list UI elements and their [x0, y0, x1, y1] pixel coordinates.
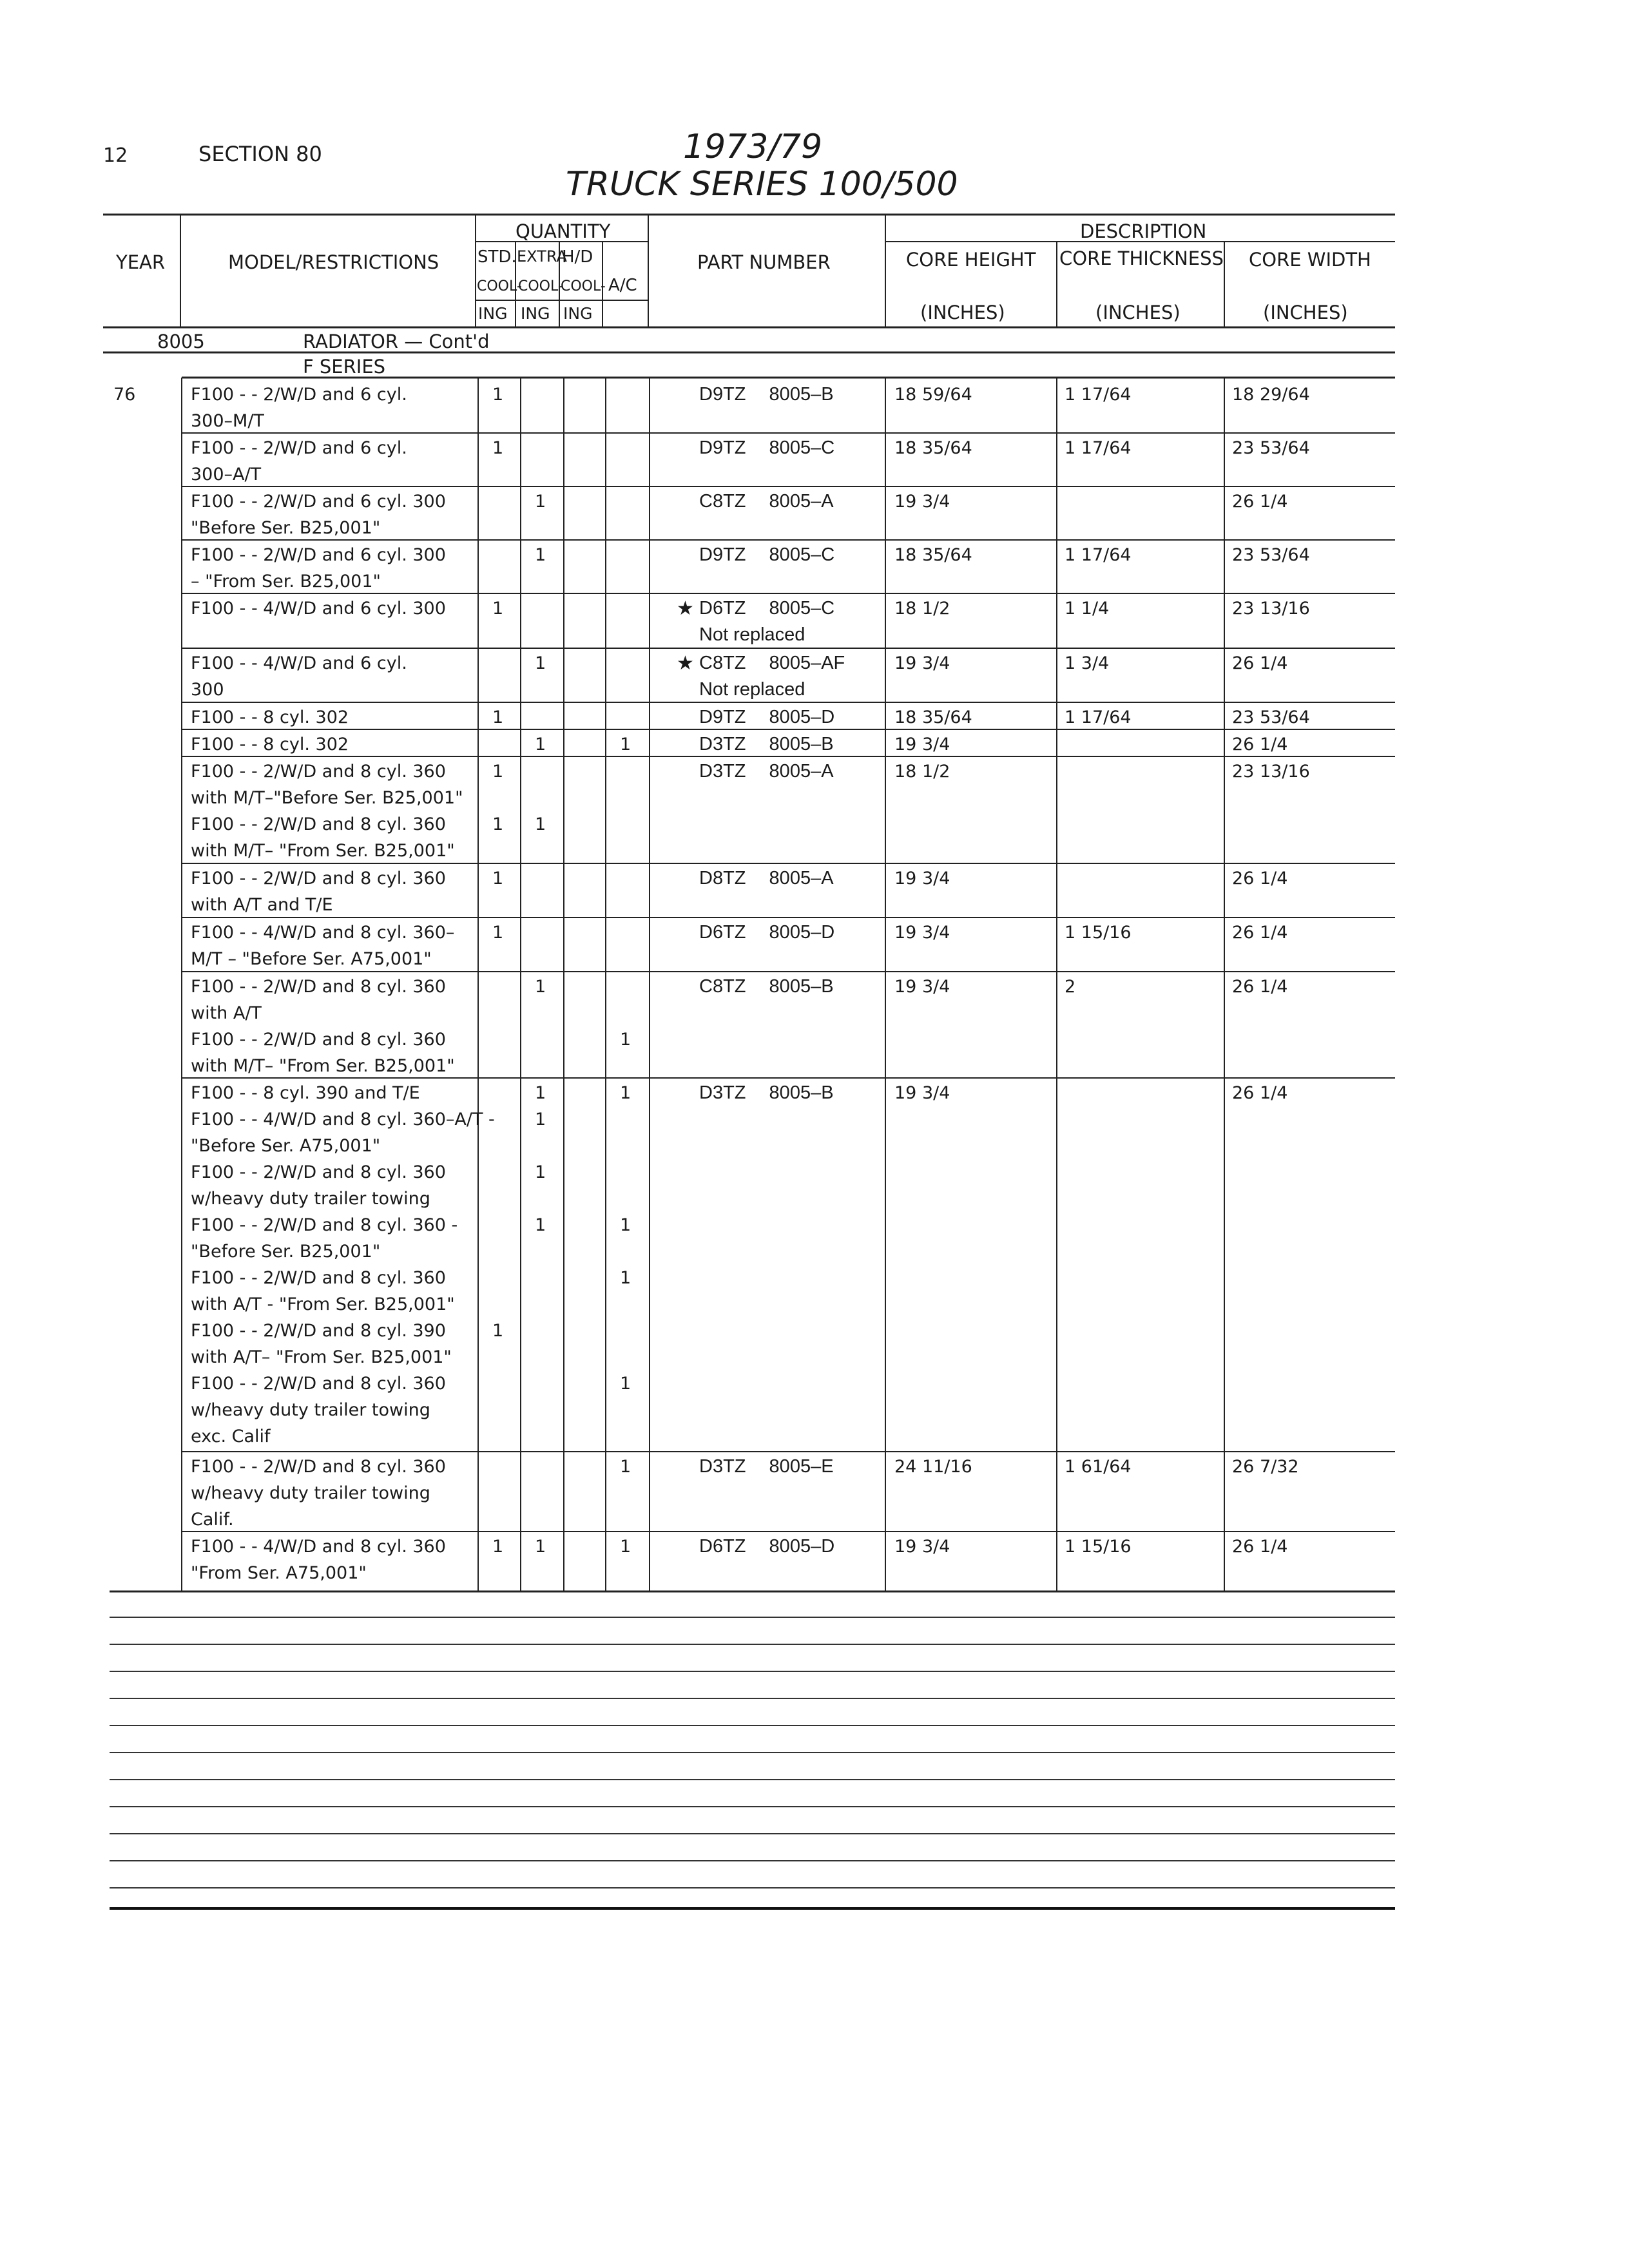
header-inches-thickness: (INCHES) — [1095, 302, 1181, 323]
model-line: w/heavy duty trailer towing — [191, 1483, 430, 1503]
header-cool-2: COOL- — [518, 278, 563, 294]
model-line: F100 - - 8 cyl. 302 — [191, 735, 349, 754]
model-line: F100 - - 4/W/D and 8 cyl. 360– — [191, 923, 455, 943]
core-height-cell: 24 11/16 — [894, 1457, 972, 1477]
part-number: D3TZ 8005–B — [699, 734, 834, 754]
core-width-cell: 26 1/4 — [1232, 653, 1288, 673]
qty-extra-cell: 1 — [535, 653, 546, 673]
core-width-cell: 26 1/4 — [1232, 1537, 1288, 1557]
core-thickness-cell: 1 1/4 — [1065, 599, 1110, 619]
part-number: D9TZ 8005–C — [699, 437, 835, 458]
qty-extra-cell: 1 — [535, 492, 546, 512]
core-width-cell: 26 1/4 — [1232, 869, 1288, 889]
core-width-cell: 26 1/4 — [1232, 1083, 1288, 1103]
qty-extra-cell: 1 — [535, 814, 546, 834]
header-core-thickness: CORE THICKNESS — [1059, 247, 1224, 269]
core-thickness-cell: 1 17/64 — [1065, 438, 1132, 458]
header-year: YEAR — [116, 251, 166, 273]
header-qty-ac: A/C — [608, 276, 637, 295]
model-line: F100 - - 2/W/D and 8 cyl. 360 - — [191, 1215, 458, 1235]
qty-std-cell: 1 — [492, 438, 504, 458]
core-thickness-cell: 1 15/16 — [1065, 1537, 1132, 1557]
core-width-cell: 26 1/4 — [1232, 977, 1288, 997]
header-qty-extra: EXTRA — [517, 247, 567, 265]
core-width-cell: 23 53/64 — [1232, 438, 1310, 458]
page-number: 12 — [103, 144, 128, 167]
header-cool-1: COOL- — [477, 278, 522, 294]
core-thickness-cell: 1 17/64 — [1065, 385, 1132, 405]
qty-extra-cell: 1 — [535, 1215, 546, 1235]
model-line: F100 - - 8 cyl. 390 and T/E — [191, 1083, 420, 1103]
model-line: M/T – "Before Ser. A75,001" — [191, 949, 432, 969]
model-line: F100 - - 2/W/D and 8 cyl. 360 — [191, 762, 446, 782]
model-line: F100 - - 2/W/D and 8 cyl. 360 — [191, 1268, 446, 1288]
core-thickness-cell: 1 15/16 — [1065, 923, 1132, 943]
header-inches-height: (INCHES) — [920, 302, 1005, 323]
part-number: D6TZ 8005–D — [699, 1536, 835, 1557]
core-height-cell: 19 3/4 — [894, 869, 950, 889]
core-height-cell: 19 3/4 — [894, 1537, 950, 1557]
qty-std-cell: 1 — [492, 385, 504, 405]
qty-extra-cell: 1 — [535, 1162, 546, 1182]
model-line: exc. Calif — [191, 1427, 271, 1446]
part-number: D3TZ 8005–A — [699, 761, 834, 782]
model-line: F100 - - 2/W/D and 8 cyl. 360 — [191, 1457, 446, 1477]
part-number: D9TZ 8005–D — [699, 707, 835, 727]
model-line: F100 - - 2/W/D and 6 cyl. 300 — [191, 545, 446, 565]
header-model: MODEL/RESTRICTIONS — [228, 251, 439, 273]
model-line: with M/T– "From Ser. B25,001" — [191, 1056, 455, 1076]
core-height-cell: 18 1/2 — [894, 762, 950, 782]
part-note: Not replaced — [699, 679, 805, 700]
model-line: 300–A/T — [191, 465, 262, 485]
qty-extra-cell: 1 — [535, 1110, 546, 1129]
model-line: F100 - - 2/W/D and 6 cyl. 300 — [191, 492, 446, 512]
model-line: F100 - - 2/W/D and 8 cyl. 360 — [191, 977, 446, 997]
header-qty-std: STD. — [477, 247, 517, 267]
part-note: Not replaced — [699, 624, 805, 645]
core-width-cell: 23 13/16 — [1232, 762, 1310, 782]
part-number: D6TZ 8005–C — [699, 598, 835, 619]
model-line: 300 — [191, 680, 224, 700]
model-line: with A/T — [191, 1003, 262, 1023]
qty-std-cell: 1 — [492, 762, 504, 782]
part-number: D3TZ 8005–E — [699, 1456, 834, 1477]
core-thickness-cell: 1 61/64 — [1065, 1457, 1132, 1477]
core-height-cell: 18 1/2 — [894, 599, 950, 619]
page-title-years: 1973/79 — [683, 128, 823, 166]
qty-ac-cell: 1 — [620, 1457, 631, 1477]
qty-extra-cell: 1 — [535, 977, 546, 997]
core-height-cell: 19 3/4 — [894, 735, 950, 754]
model-line: F100 - - 2/W/D and 8 cyl. 360 — [191, 869, 446, 889]
header-description: DESCRIPTION — [1080, 220, 1207, 242]
not-replaced-star-icon: ★ — [677, 598, 694, 619]
part-number: C8TZ 8005–AF — [699, 653, 845, 673]
model-line: F100 - - 2/W/D and 8 cyl. 360 — [191, 814, 446, 834]
core-height-cell: 19 3/4 — [894, 977, 950, 997]
model-line: "From Ser. A75,001" — [191, 1563, 367, 1583]
header-qty-hd: H/D — [562, 247, 593, 267]
header-inches-width: (INCHES) — [1263, 302, 1348, 323]
header-cool-3: COOL- — [561, 278, 606, 294]
core-width-cell: 18 29/64 — [1232, 385, 1310, 405]
core-height-cell: 19 3/4 — [894, 653, 950, 673]
page-title-series: TRUCK SERIES 100/500 — [566, 165, 958, 204]
qty-ac-cell: 1 — [620, 1083, 631, 1103]
qty-ac-cell: 1 — [620, 1268, 631, 1288]
model-line: with A/T and T/E — [191, 895, 333, 915]
qty-extra-cell: 1 — [535, 735, 546, 754]
qty-std-cell: 1 — [492, 869, 504, 889]
model-line: with M/T– "From Ser. B25,001" — [191, 841, 455, 861]
model-line: F100 - - 2/W/D and 8 cyl. 390 — [191, 1321, 446, 1341]
core-height-cell: 18 35/64 — [894, 545, 972, 565]
core-width-cell: 23 53/64 — [1232, 707, 1310, 727]
model-line: with A/T– "From Ser. B25,001" — [191, 1347, 452, 1367]
core-width-cell: 23 13/16 — [1232, 599, 1310, 619]
series-label: F SERIES — [303, 356, 386, 378]
header-ing-1: ING — [478, 304, 508, 323]
section-name: RADIATOR — Cont'd — [303, 331, 490, 352]
model-line: 300–M/T — [191, 411, 264, 431]
qty-ac-cell: 1 — [620, 1374, 631, 1394]
core-thickness-cell: 1 3/4 — [1065, 653, 1110, 673]
model-line: F100 - - 4/W/D and 8 cyl. 360 — [191, 1537, 446, 1557]
core-height-cell: 18 35/64 — [894, 438, 972, 458]
qty-std-cell: 1 — [492, 814, 504, 834]
core-thickness-cell: 1 17/64 — [1065, 707, 1132, 727]
model-line: F100 - - 4/W/D and 8 cyl. 360–A/T - — [191, 1110, 495, 1129]
core-width-cell: 26 7/32 — [1232, 1457, 1299, 1477]
model-line: – "From Ser. B25,001" — [191, 572, 381, 591]
part-number: C8TZ 8005–B — [699, 976, 834, 997]
qty-extra-cell: 1 — [535, 1083, 546, 1103]
model-line: F100 - - 2/W/D and 8 cyl. 360 — [191, 1162, 446, 1182]
qty-extra-cell: 1 — [535, 545, 546, 565]
core-width-cell: 23 53/64 — [1232, 545, 1310, 565]
part-number: D3TZ 8005–B — [699, 1082, 834, 1103]
qty-ac-cell: 1 — [620, 1215, 631, 1235]
model-line: "Before Ser. A75,001" — [191, 1136, 381, 1156]
header-ing-3: ING — [563, 304, 593, 323]
core-height-cell: 19 3/4 — [894, 1083, 950, 1103]
model-line: with M/T–"Before Ser. B25,001" — [191, 788, 463, 808]
model-line: F100 - - 4/W/D and 6 cyl. 300 — [191, 599, 446, 619]
core-thickness-cell: 2 — [1065, 977, 1076, 997]
core-height-cell: 18 59/64 — [894, 385, 972, 405]
header-core-height: CORE HEIGHT — [906, 249, 1036, 271]
model-line: F100 - - 2/W/D and 6 cyl. — [191, 385, 407, 405]
qty-extra-cell: 1 — [535, 1537, 546, 1557]
year-cell: 76 — [113, 385, 136, 405]
model-line: Calif. — [191, 1510, 234, 1530]
model-line: w/heavy duty trailer towing — [191, 1400, 430, 1420]
qty-std-cell: 1 — [492, 599, 504, 619]
core-thickness-cell: 1 17/64 — [1065, 545, 1132, 565]
qty-ac-cell: 1 — [620, 1537, 631, 1557]
core-height-cell: 18 35/64 — [894, 707, 972, 727]
section-label: SECTION 80 — [198, 142, 322, 166]
model-line: with A/T - "From Ser. B25,001" — [191, 1294, 455, 1314]
header-ing-2: ING — [521, 304, 550, 323]
part-number: D6TZ 8005–D — [699, 922, 835, 943]
header-core-width: CORE WIDTH — [1249, 249, 1371, 271]
section-code: 8005 — [157, 331, 205, 352]
not-replaced-star-icon: ★ — [677, 653, 694, 674]
model-line: F100 - - 8 cyl. 302 — [191, 707, 349, 727]
model-line: F100 - - 2/W/D and 6 cyl. — [191, 438, 407, 458]
part-number: D8TZ 8005–A — [699, 868, 834, 889]
model-line: w/heavy duty trailer towing — [191, 1189, 430, 1209]
part-number: D9TZ 8005–C — [699, 544, 835, 565]
model-line: "Before Ser. B25,001" — [191, 518, 381, 538]
part-number: D9TZ 8005–B — [699, 384, 834, 405]
core-width-cell: 26 1/4 — [1232, 923, 1288, 943]
model-line: F100 - - 2/W/D and 8 cyl. 360 — [191, 1030, 446, 1050]
core-height-cell: 19 3/4 — [894, 492, 950, 512]
core-width-cell: 26 1/4 — [1232, 492, 1288, 512]
model-line: F100 - - 4/W/D and 6 cyl. — [191, 653, 407, 673]
qty-std-cell: 1 — [492, 1537, 504, 1557]
model-line: "Before Ser. B25,001" — [191, 1242, 381, 1262]
qty-std-cell: 1 — [492, 1321, 504, 1341]
header-quantity: QUANTITY — [516, 220, 611, 242]
header-part-number: PART NUMBER — [697, 251, 831, 273]
core-height-cell: 19 3/4 — [894, 923, 950, 943]
model-line: F100 - - 2/W/D and 8 cyl. 360 — [191, 1374, 446, 1394]
part-number: C8TZ 8005–A — [699, 491, 834, 512]
qty-std-cell: 1 — [492, 923, 504, 943]
core-width-cell: 26 1/4 — [1232, 735, 1288, 754]
qty-std-cell: 1 — [492, 707, 504, 727]
qty-ac-cell: 1 — [620, 735, 631, 754]
qty-ac-cell: 1 — [620, 1030, 631, 1050]
